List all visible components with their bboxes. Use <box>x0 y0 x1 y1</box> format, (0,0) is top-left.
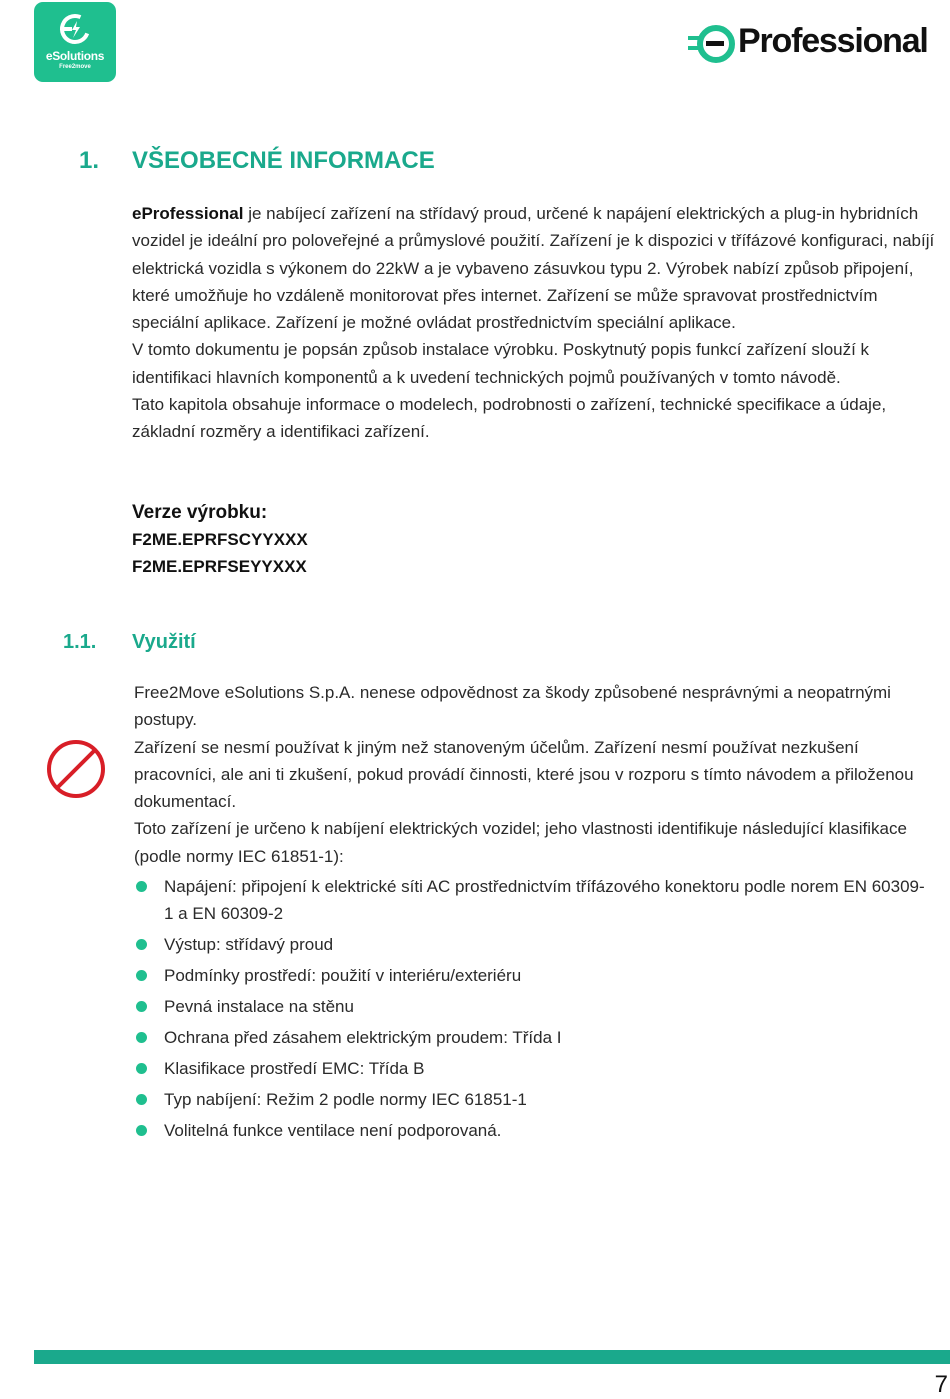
list-item: Typ nabíjení: Režim 2 podle normy IEC 61851-1 <box>134 1086 934 1113</box>
prohibition-icon <box>46 739 106 799</box>
bullet-icon <box>136 1094 147 1105</box>
bullet-icon <box>136 1125 147 1136</box>
list-item: Napájení: připojení k elektrické síti AC prostřednictvím třífázového konektoru podle norem EN 60309-1 a EN 60309-2 <box>134 873 934 928</box>
bullet-icon <box>136 1032 147 1043</box>
logo-brand-text: eSolutions <box>45 49 105 63</box>
bullet-icon <box>136 970 147 981</box>
paragraph-liability: Free2Move eSolutions S.p.A. nenese odpovědnost za škody způsobené nesprávnými a neopatrnými postupy. <box>134 683 891 730</box>
e-plug-logo-icon <box>688 22 736 66</box>
bullet-icon <box>136 939 147 950</box>
logo-word: Professional <box>738 22 928 60</box>
list-item: Výstup: střídavý proud <box>134 931 934 958</box>
page-number: 7 <box>934 1371 948 1398</box>
list-item: Volitelná funkce ventilace není podporovaná. <box>134 1117 934 1144</box>
paragraph-installation: V tomto dokumentu je popsán způsob instalace výrobku. Poskytnutý popis funkcí zařízení slouží k identifikaci hlavních komponentů a k uvedení technických pojmů používaných v tomto návodě. <box>132 340 870 387</box>
subsection-title: Využití <box>132 631 196 653</box>
paragraph-chapter: Tato kapitola obsahuje informace o modelech, podrobnosti o zařízení, technické specifikace a údaje, základní rozměry a identifikaci zařízení. <box>132 395 887 442</box>
product-versions <box>132 499 732 580</box>
intro-text: je nabíjecí zařízení na střídavý proud, určené k napájení elektrických a plug-in hybridních vozidel je ideální pro poloveřejné a průmyslové použití. Zařízení je k dispozici v třífázové konfiguraci, nabíjí elektrická vozidla s výkonem do 22kW a je vybaveno zásuvkou typu 2. Výrobek nabízí způsob připojení, které umožňuje ho vzdáleně monitorovat přes internet. Zařízení se může spravovat prostřednictvím speciální aplikace. Zařízení je možné ovládat prostřednictvím speciální aplikace. <box>132 204 935 333</box>
paragraph-restrictions: Zařízení se nesmí používat k jiným než stanoveným účelům. Zařízení nesmí používat nezkušení pracovníci, ale ani ti zkušení, pokud provádí činnosti, které jsou v rozporu s tímto návodem a přiloženou dokumentací. <box>134 737 914 812</box>
classification-list <box>134 873 934 1148</box>
logo-sub-text: Free2move <box>59 64 91 70</box>
e-plug-logo-icon <box>58 12 92 46</box>
paragraph-classification: Toto zařízení je určeno k nabíjení elektrických vozidel; jeho vlastnosti identifikuje následující klasifikace (podle normy IEC 61851-1): <box>134 819 907 866</box>
list-item: Pevná instalace na stěnu <box>134 993 934 1020</box>
list-item: Podmínky prostředí: použití v interiéru/exteriéru <box>134 962 934 989</box>
eprofessional-logo <box>688 18 950 68</box>
subsection-number: 1.1. <box>63 631 97 653</box>
esolutions-logo <box>34 2 116 82</box>
product-name: eProfessional <box>132 204 244 223</box>
bullet-icon <box>136 881 147 892</box>
footer-bar <box>34 1350 950 1364</box>
usage-body <box>134 679 944 870</box>
list-item: Klasifikace prostředí EMC: Třída B <box>134 1055 934 1082</box>
section-title: VŠEOBECNÉ INFORMACE <box>132 147 435 174</box>
section-body <box>132 200 948 446</box>
bullet-icon <box>136 1001 147 1012</box>
version-label: Verze výrobku: <box>132 502 268 523</box>
intro-paragraph <box>132 200 948 336</box>
bullet-icon <box>136 1063 147 1074</box>
version-code: F2ME.EPRFSCYYXXX <box>132 530 308 549</box>
version-code: F2ME.EPRFSEYYXXX <box>132 557 307 576</box>
list-item: Ochrana před zásahem elektrickým proudem: Třída I <box>134 1024 934 1051</box>
section-number: 1. <box>79 147 100 174</box>
